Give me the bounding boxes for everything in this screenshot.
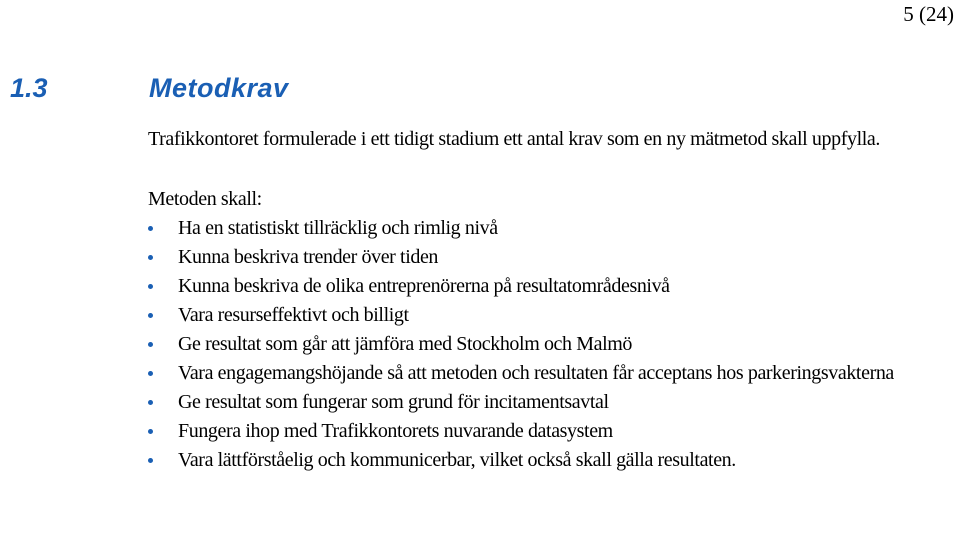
bullet-icon bbox=[148, 458, 153, 463]
bullet-icon bbox=[148, 400, 153, 405]
list-item bbox=[148, 243, 938, 272]
list-item bbox=[148, 417, 938, 446]
list-item bbox=[148, 330, 938, 359]
page-number: 5 (24) bbox=[903, 2, 954, 26]
bullet-icon bbox=[148, 255, 153, 260]
list-item-text: Ge resultat som fungerar som grund för incitamentsavtal bbox=[178, 391, 609, 413]
list-item bbox=[148, 388, 938, 417]
section-body bbox=[148, 126, 938, 475]
list-item-text: Fungera ihop med Trafikkontorets nuvarande datasystem bbox=[178, 420, 613, 442]
list-item-text: Kunna beskriva trender över tiden bbox=[178, 246, 439, 268]
bullet-icon bbox=[148, 371, 153, 376]
intro-paragraph: Trafikkontoret formulerade i ett tidigt stadium ett antal krav som en ny mätmetod skall uppfylla. bbox=[148, 128, 880, 150]
section-heading bbox=[10, 72, 289, 104]
list-item-text: Vara engagemangshöjande så att metoden och resultaten får acceptans hos parkeringsvakterna bbox=[178, 362, 894, 384]
bullet-icon bbox=[148, 226, 153, 231]
bullet-icon bbox=[148, 342, 153, 347]
list-item bbox=[148, 301, 938, 330]
list-item bbox=[148, 359, 938, 388]
list-intro: Metoden skall: bbox=[148, 188, 262, 210]
list-item bbox=[148, 214, 938, 243]
list-item bbox=[148, 272, 938, 301]
section-title: Metodkrav bbox=[149, 73, 289, 103]
requirements-list bbox=[148, 214, 938, 475]
list-item bbox=[148, 446, 938, 475]
list-item-text: Vara resurseffektivt och billigt bbox=[178, 304, 409, 326]
list-item-text: Kunna beskriva de olika entreprenörerna på resultatområdesnivå bbox=[178, 275, 670, 297]
list-item-text: Ha en statistiskt tillräcklig och rimlig nivå bbox=[178, 217, 498, 239]
bullet-icon bbox=[148, 313, 153, 318]
bullet-icon bbox=[148, 284, 153, 289]
bullet-icon bbox=[148, 429, 153, 434]
list-item-text: Vara lättförståelig och kommunicerbar, vilket också skall gälla resultaten. bbox=[178, 449, 736, 471]
section-number: 1.3 bbox=[10, 73, 48, 103]
list-item-text: Ge resultat som går att jämföra med Stockholm och Malmö bbox=[178, 333, 632, 355]
